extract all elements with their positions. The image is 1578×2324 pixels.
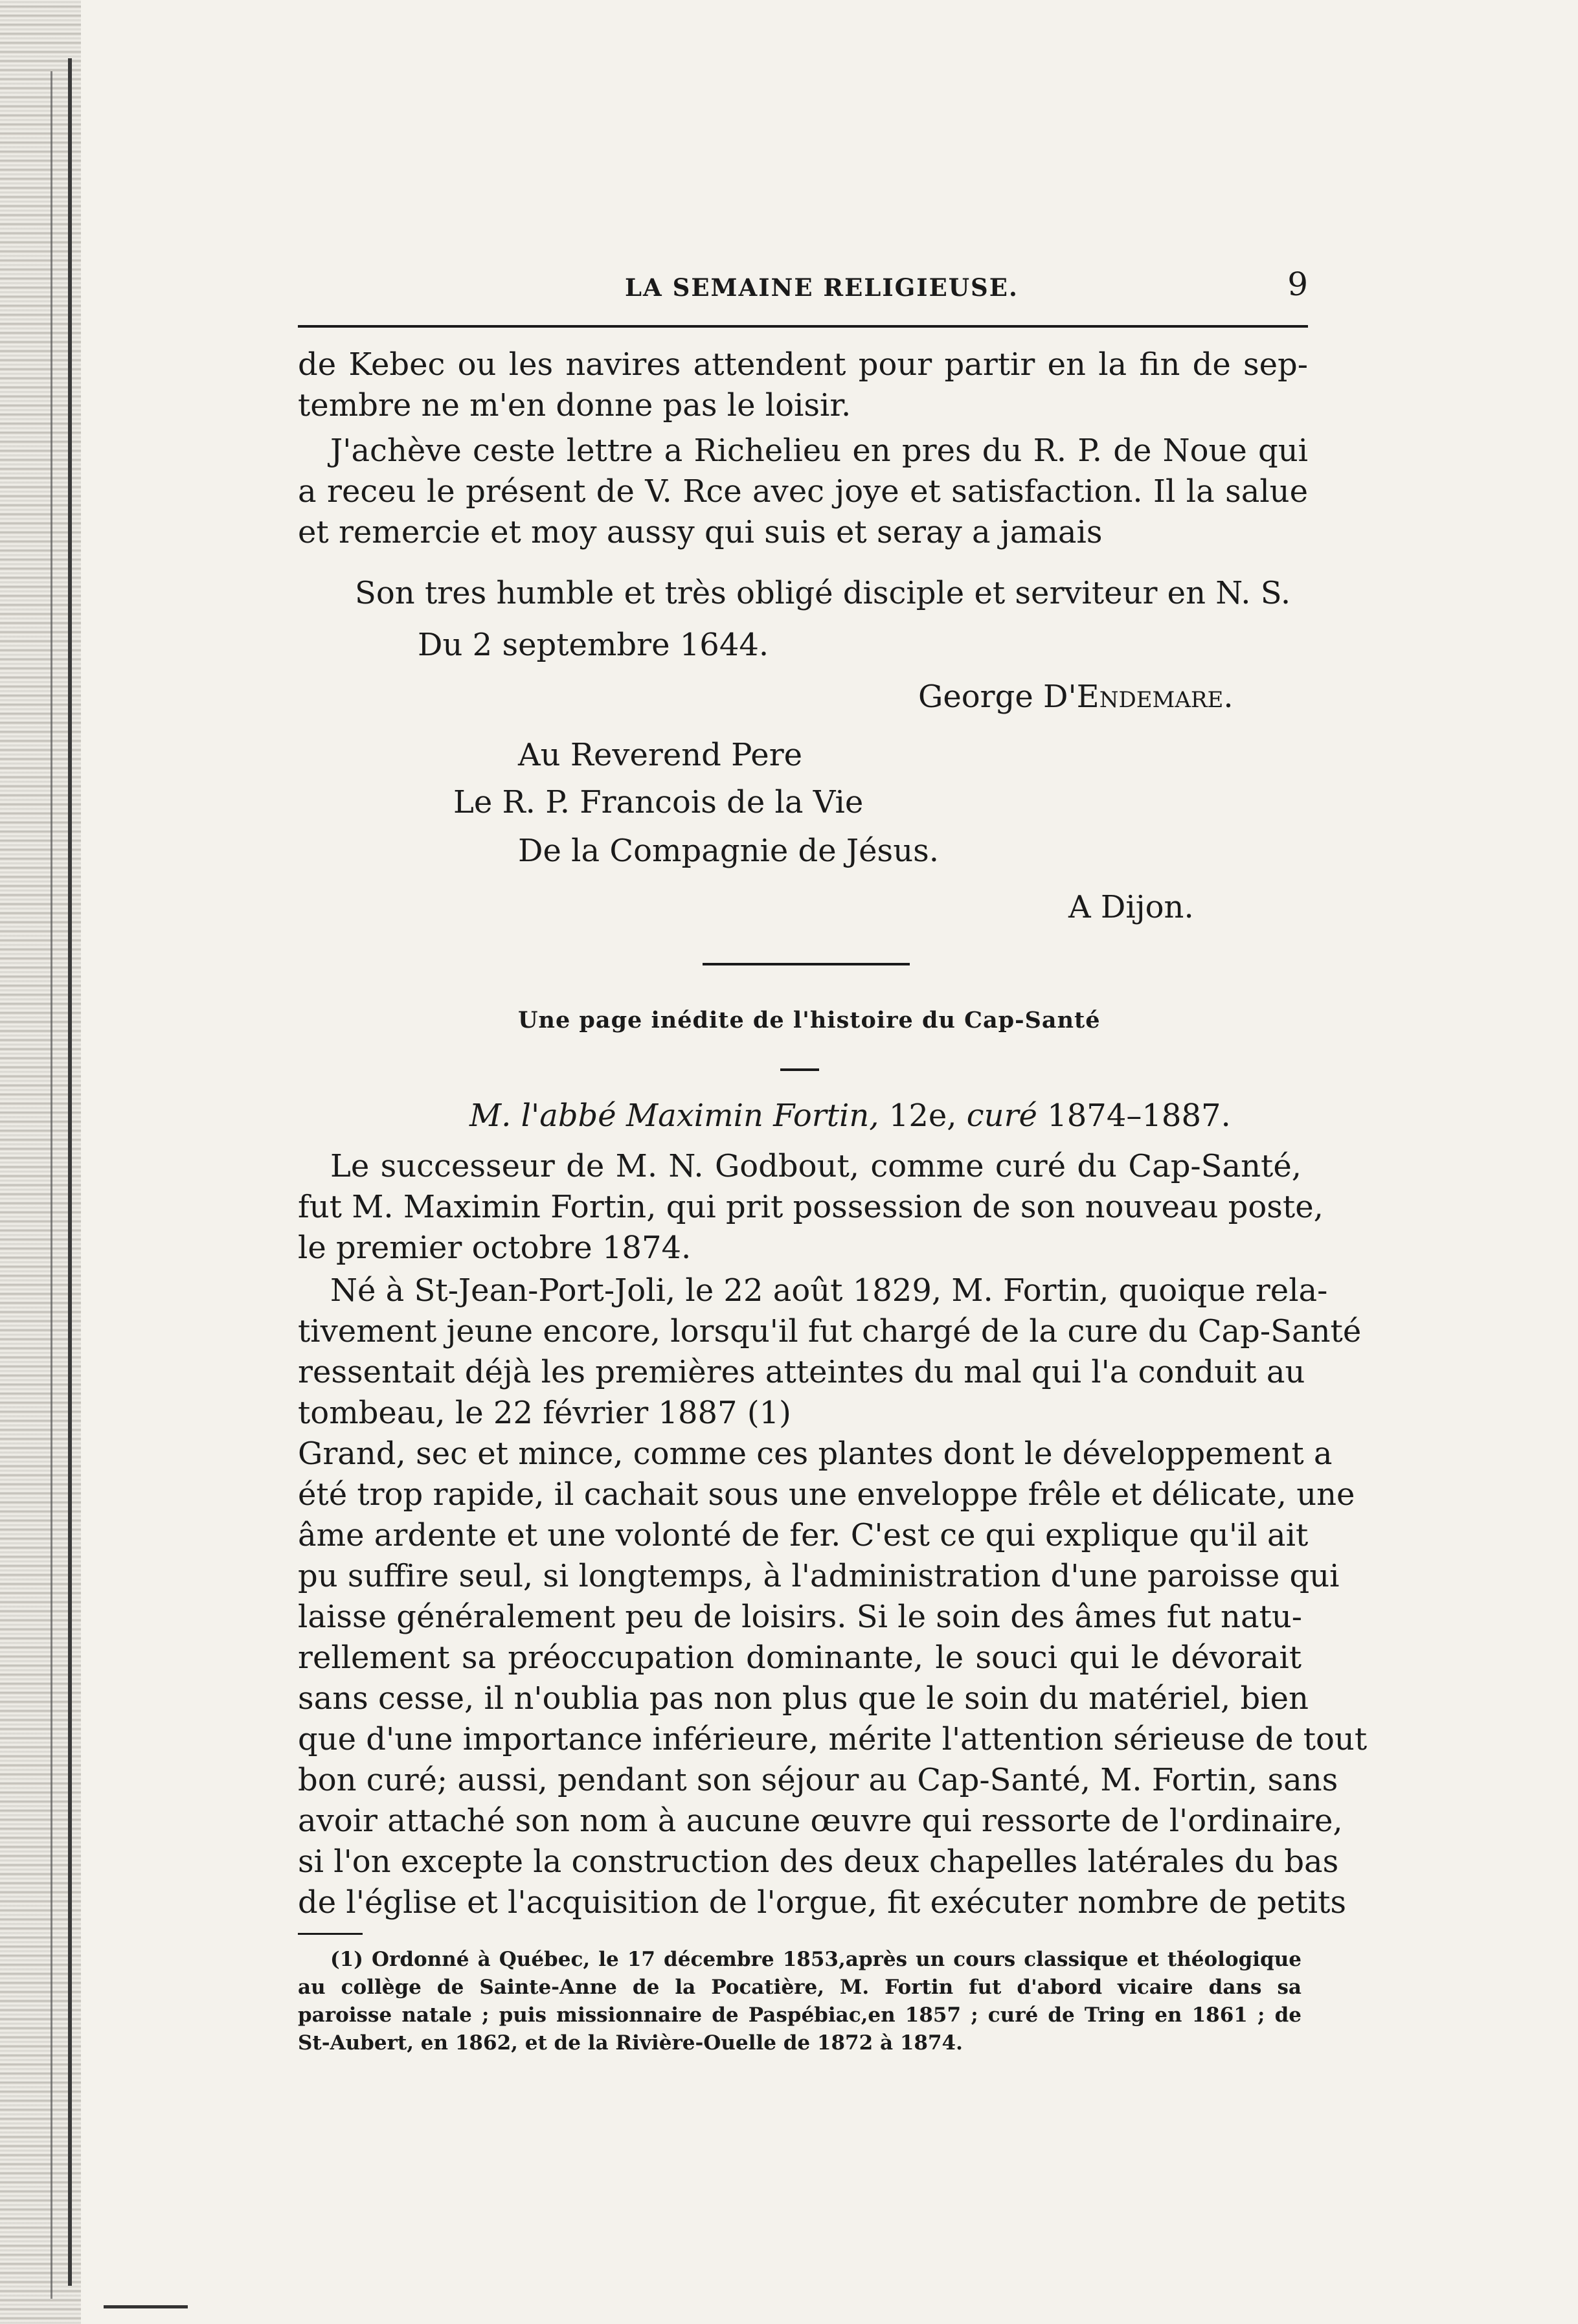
letter-address-line: Au Reverend Pere [518,737,803,773]
article-line: si l'on excepte la construction des deux chapelles latérales du bas [298,1844,1339,1880]
footnote-line: (1) Ordonné à Québec, le 17 décembre 1853,après un cours classique et théologique [330,1948,1302,1971]
article-subtitle [469,1096,1231,1136]
letter-line: et remercie et moy aussy qui suis et seray a jamais [298,514,1103,550]
page-header [298,265,1308,311]
letter-address-line: De la Compagnie de Jésus. [518,833,939,869]
letter-line: de Kebec ou les navires attendent pour partir en la fin de sep- [298,346,1308,383]
footnote-line: St-Aubert, en 1862, et de la Rivière-Ouelle de 1872 à 1874. [298,2031,963,2055]
signature-surname: D'Endemare. [1043,679,1234,715]
letter-address-line: Le R. P. Francois de la Vie [453,784,864,820]
letter-signature [918,677,1234,717]
subtitle-role: curé [966,1098,1037,1134]
article-line: pu suffire seul, si longtemps, à l'administration d'une paroisse qui [298,1558,1340,1594]
article-title: Une page inédite de l'histoire du Cap-Santé [518,1007,1101,1033]
letter-closing: Son tres humble et très obligé disciple et serviteur en N. S. [355,575,1291,611]
title-dash [780,1068,819,1071]
article-line: tivement jeune encore, lorsqu'il fut chargé de la cure du Cap-Santé [298,1313,1362,1349]
section-divider [703,963,910,965]
header-rule [298,325,1308,328]
footnote-rule [298,1933,363,1935]
article-line: Grand, sec et mince, comme ces plantes dont le développement a [298,1436,1333,1472]
article-line: le premier octobre 1874. [298,1230,692,1266]
footnote-line: paroisse natale ; puis missionnaire de Paspébiac,en 1857 ; curé de Tring en 1861 ; de [298,2003,1302,2027]
binding-corner-mark [104,2305,188,2308]
article-line: sans cesse, il n'oublia pas non plus que le soin du matériel, bien [298,1680,1309,1717]
footnote-line: au collège de Sainte-Anne de la Pocatière, M. Fortin fut d'abord vicaire dans sa [298,1976,1302,1999]
article-line: Le successeur de M. N. Godbout, comme curé du Cap-Santé, [330,1148,1302,1184]
letter-date: Du 2 septembre 1644. [418,627,769,663]
article-line: ressentait déjà les premières atteintes du mal qui l'a conduit au [298,1354,1305,1390]
article-line: Né à St-Jean-Port-Joli, le 22 août 1829, M. Fortin, quoique rela- [330,1272,1328,1309]
article-line: fut M. Maximin Fortin, qui prit possession de son nouveau poste, [298,1189,1324,1225]
article-line: que d'une importance inférieure, mérite l'attention sérieuse de tout [298,1721,1368,1757]
signature-first-name: George [918,679,1033,715]
article-line: tombeau, le 22 février 1887 (1) [298,1395,791,1431]
article-line: laisse généralement peu de loisirs. Si le soin des âmes fut natu- [298,1599,1302,1635]
article-line: bon curé; aussi, pendant son séjour au Cap-Santé, M. Fortin, sans [298,1762,1338,1798]
binding-shadow-line [51,71,52,2299]
article-line: rellement sa préoccupation dominante, le souci qui le dévorait [298,1640,1302,1676]
binding-shadow-line [68,58,72,2286]
letter-line: J'achève ceste lettre a Richelieu en pres du R. P. de Noue qui [330,433,1308,469]
subtitle-name: M. l'abbé Maximin Fortin, [469,1098,879,1134]
article-line: de l'église et l'acquisition de l'orgue, fit exécuter nombre de petits [298,1884,1346,1921]
subtitle-ordinal: 12e, [888,1098,957,1134]
running-head: LA SEMAINE RELIGIEUSE. [625,273,1019,302]
page-number: 9 [1287,265,1308,303]
letter-destination: A Dijon. [1068,889,1194,925]
letter-line: a receu le présent de V. Rce avec joye et satisfaction. Il la salue [298,473,1308,510]
article-line: âme ardente et une volonté de fer. C'est ce qui explique qu'il ait [298,1517,1309,1553]
letter-line: tembre ne m'en donne pas le loisir. [298,387,851,423]
article-line: avoir attaché son nom à aucune œuvre qui ressorte de l'ordinaire, [298,1803,1343,1839]
subtitle-years: 1874–1887. [1047,1098,1231,1134]
article-line: été trop rapide, il cachait sous une enveloppe frêle et délicate, une [298,1476,1355,1513]
